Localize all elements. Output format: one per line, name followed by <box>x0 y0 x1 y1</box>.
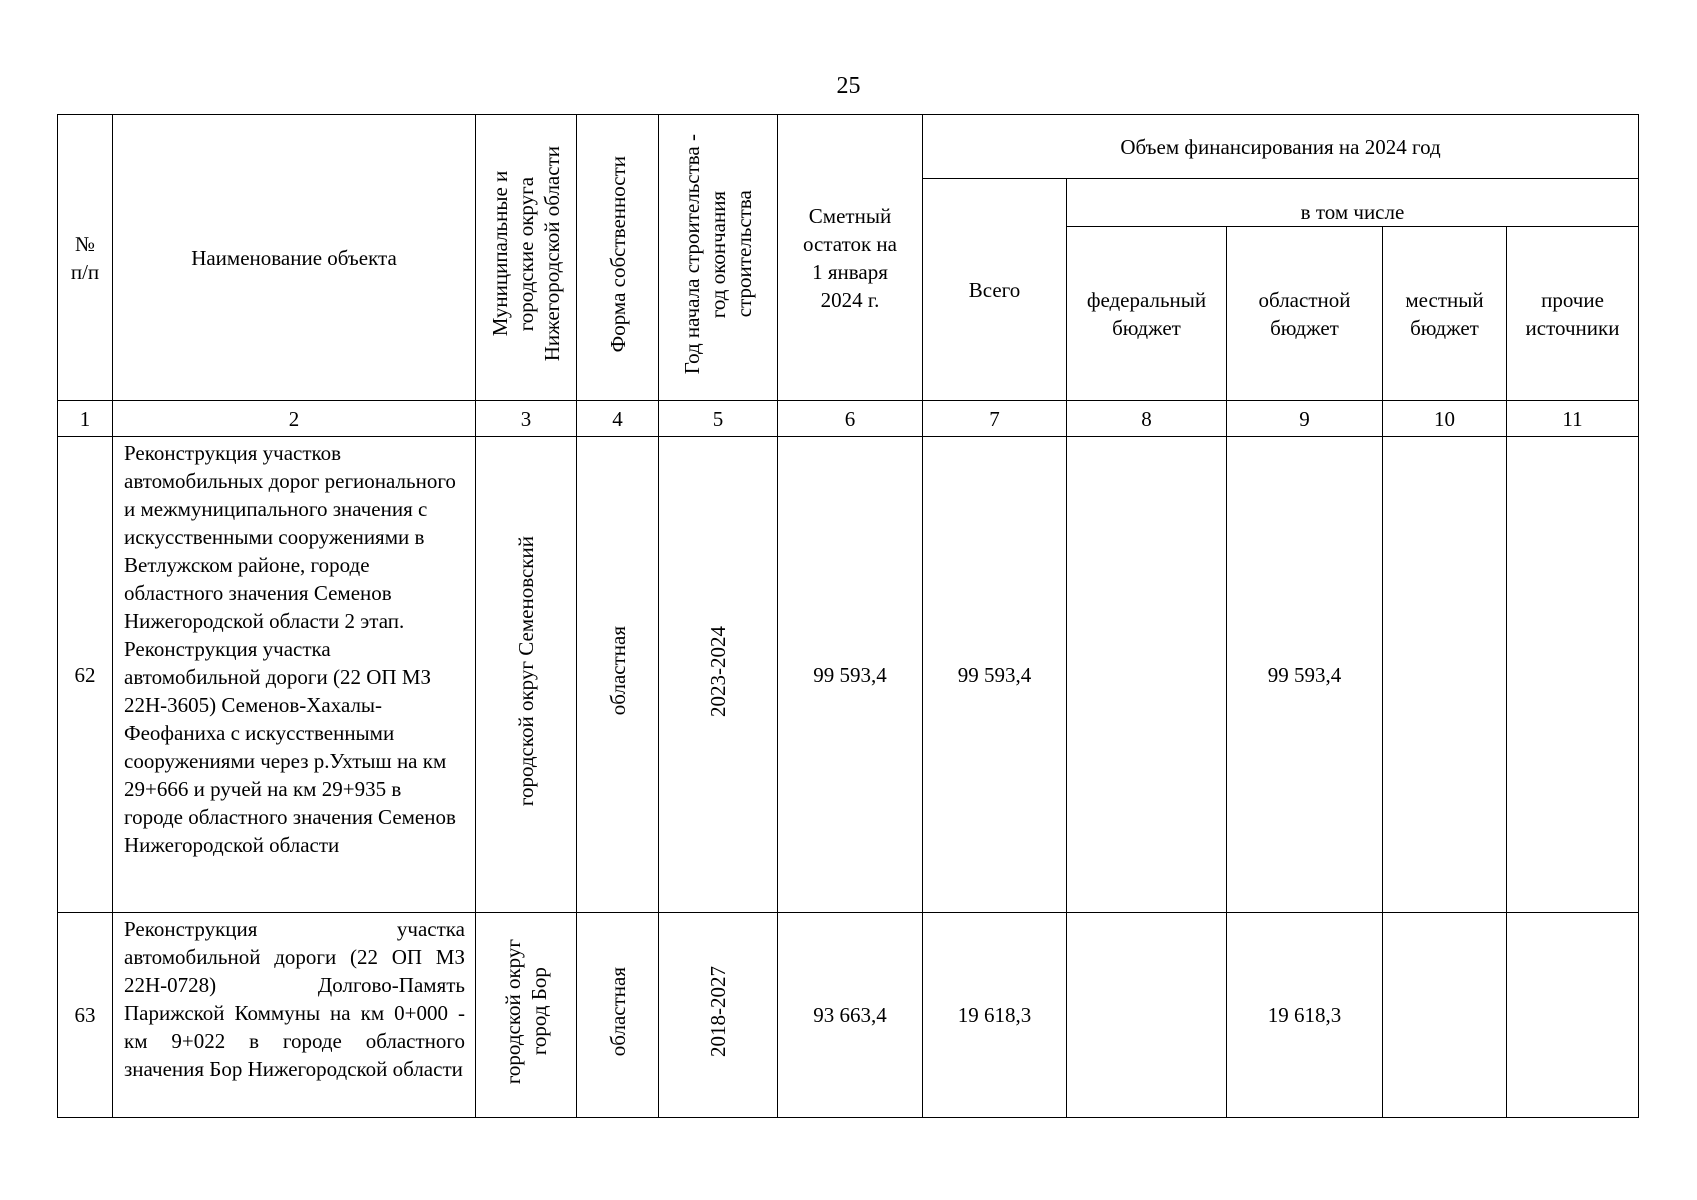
row-num: 62 <box>58 437 113 913</box>
municipality: городской округ Семеновский <box>476 437 577 913</box>
estimated-balance: 93 663,4 <box>778 913 923 1118</box>
col-number: 5 <box>659 401 778 437</box>
table-row <box>58 437 1639 913</box>
header-municipality: Муниципальные и городские округа Нижегородской области <box>476 115 577 401</box>
regional-budget: 19 618,3 <box>1227 913 1383 1118</box>
object-name: Реконструкция участков автомобильных дорог регионального и межмуниципального значения с искусственными сооружениями в Ветлужском районе, городе областного значения Семенов Нижегородской области 2 этап. Реконструкция участка автомобильной дороги (22 ОП МЗ 22Н-3605) Семенов-Хахалы-Феофаниха с искусственными сооружениями через р.Ухтыш на км 29+666 и ручей на км 29+935 в городе областного значения Семенов Нижегородской области <box>113 437 476 913</box>
col-number: 1 <box>58 401 113 437</box>
other-sources <box>1507 437 1639 913</box>
header-regional: областной бюджет <box>1227 227 1383 401</box>
col-number: 4 <box>577 401 659 437</box>
col-number: 10 <box>1383 401 1507 437</box>
col-number: 7 <box>923 401 1067 437</box>
object-name: Реконструкция участка автомобильной дороги (22 ОП МЗ 22Н-0728) Долгово-Память Парижской Коммуны на км 0+000 - км 9+022 в городе областного значения Бор Нижегородской области <box>113 913 476 1118</box>
regional-budget: 99 593,4 <box>1227 437 1383 913</box>
page-number: 25 <box>836 73 861 99</box>
header-name: Наименование объекта <box>113 115 476 401</box>
col-number: 2 <box>113 401 476 437</box>
ownership: областная <box>577 437 659 913</box>
col-number: 3 <box>476 401 577 437</box>
col-number: 11 <box>1507 401 1639 437</box>
municipality: городской округ город Бор <box>476 913 577 1118</box>
local-budget <box>1383 913 1507 1118</box>
header-local: местный бюджет <box>1383 227 1507 401</box>
row-num: 63 <box>58 913 113 1118</box>
header-balance: Сметный остаток на 1 января 2024 г. <box>778 115 923 401</box>
header-federal: федеральный бюджет <box>1067 227 1227 401</box>
header-other: прочие источники <box>1507 227 1639 401</box>
header-financing: Объем финансирования на 2024 год <box>923 115 1639 179</box>
estimated-balance: 99 593,4 <box>778 437 923 913</box>
header-num: № п/п <box>58 115 113 401</box>
header-row-1 <box>58 115 1639 179</box>
federal-budget <box>1067 913 1227 1118</box>
header-years: Год начала строительства - год окончания строительства <box>659 115 778 401</box>
ownership: областная <box>577 913 659 1118</box>
local-budget <box>1383 437 1507 913</box>
header-total: Всего <box>923 179 1067 401</box>
col-number: 6 <box>778 401 923 437</box>
other-sources <box>1507 913 1639 1118</box>
construction-years: 2023-2024 <box>659 437 778 913</box>
col-number: 8 <box>1067 401 1227 437</box>
header-ownership: Форма собственности <box>577 115 659 401</box>
table-row <box>58 913 1639 1118</box>
header-including: в том числе <box>1067 179 1639 227</box>
financing-total: 19 618,3 <box>923 913 1067 1118</box>
column-numbers-row <box>58 401 1639 437</box>
financing-total: 99 593,4 <box>923 437 1067 913</box>
col-number: 9 <box>1227 401 1383 437</box>
federal-budget <box>1067 437 1227 913</box>
financing-table <box>57 114 1639 1118</box>
construction-years: 2018-2027 <box>659 913 778 1118</box>
